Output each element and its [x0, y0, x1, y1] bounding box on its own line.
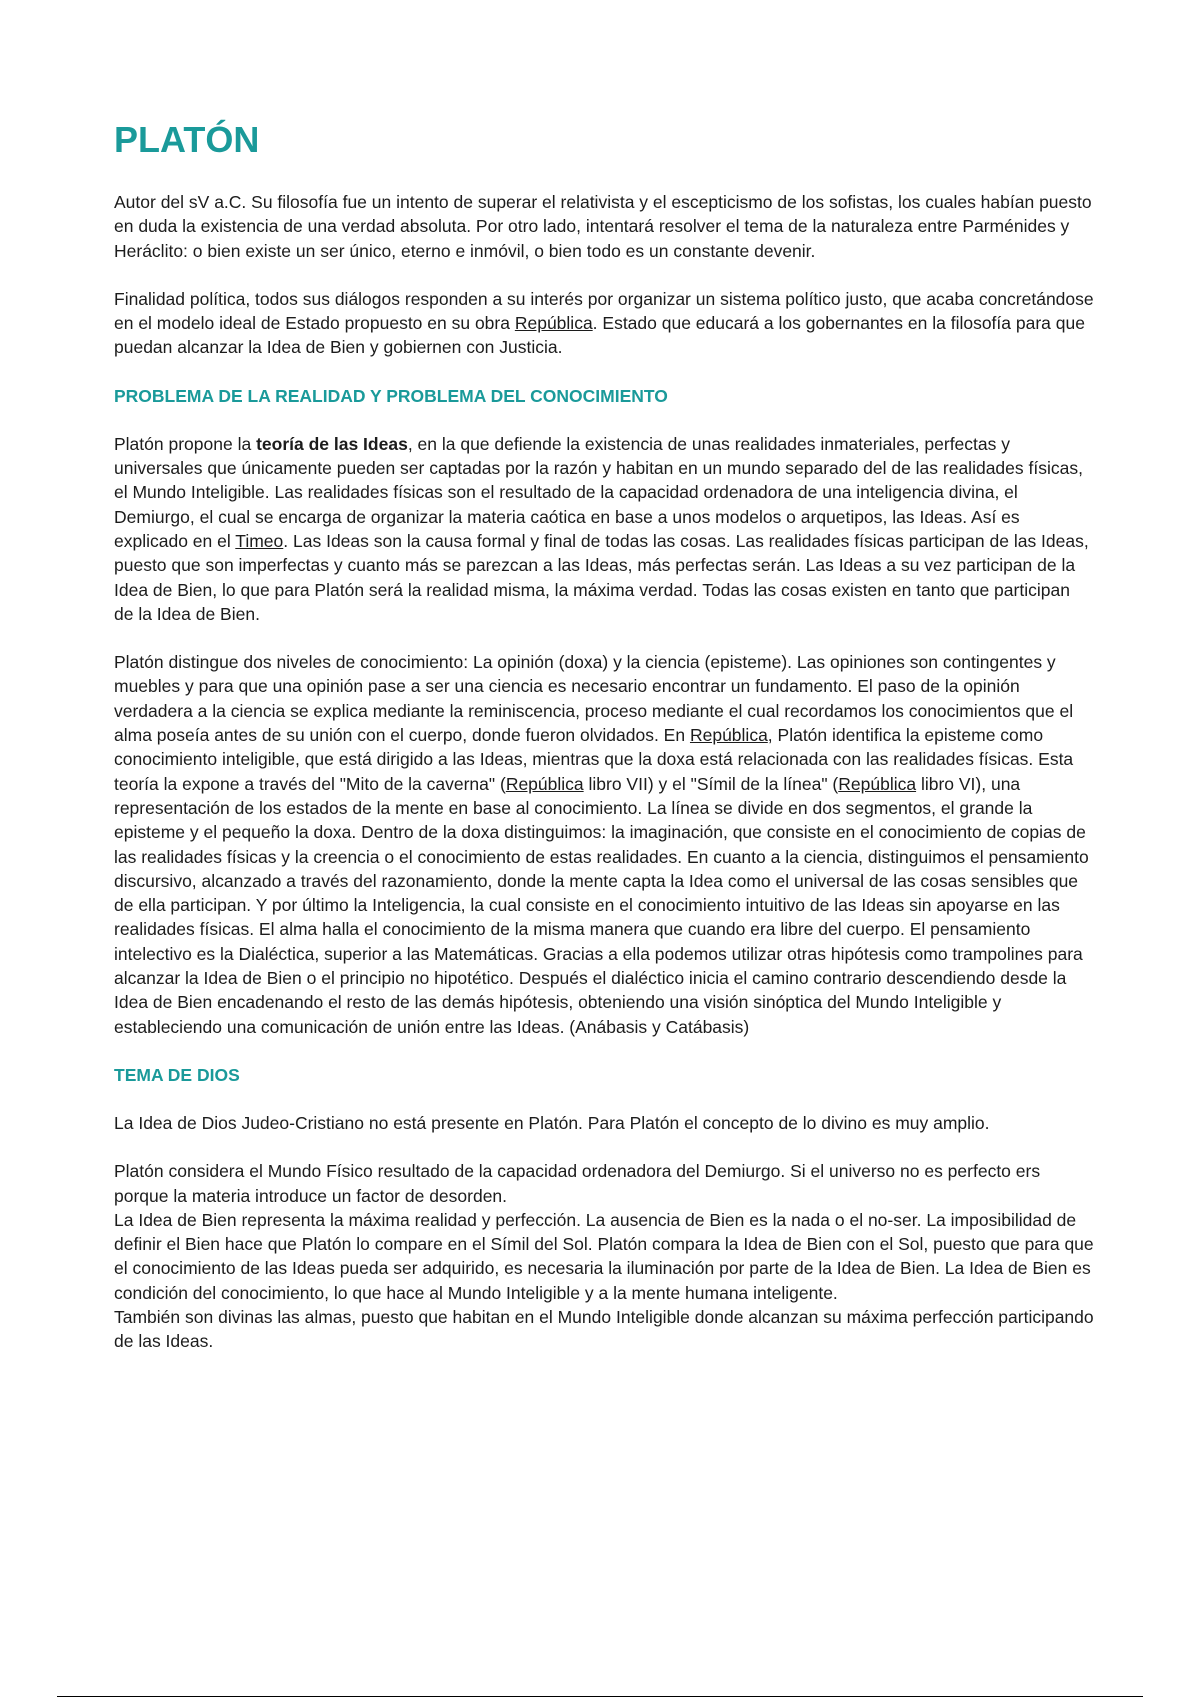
book-title-timeo: Timeo	[235, 530, 284, 551]
section2-paragraph-4: También son divinas las almas, puesto que habitan en el Mundo Inteligible donde alcanzan su máxima perfección participando de las Ideas.	[114, 1306, 1094, 1352]
text-run: Platón propone la	[114, 433, 257, 454]
text-run: . Estado que educará a los gobernantes en la filosofía para que puedan alcanzar la Idea de Bien y gobiernen con Justicia.	[114, 313, 1085, 358]
book-title-republica: República	[505, 773, 584, 794]
book-title-republica: República	[838, 773, 917, 794]
section-heading-realidad-conocimiento: PROBLEMA DE LA REALIDAD Y PROBLEMA DEL CONOCIMIENTO	[114, 385, 668, 406]
intro-paragraph-2	[114, 287, 1094, 360]
bold-term-teoria-ideas: teoría de las Ideas	[256, 433, 408, 454]
section-heading-tema-dios: TEMA DE DIOS	[114, 1064, 240, 1085]
text-run: . Las Ideas son la causa formal y final de todas las cosas. Las realidades físicas participan de las Ideas, puesto que son imperfectas y cuanto más se parezcan a las Ideas, más perfectas serán. Las Ideas a su vez participan de la Idea de Bien, lo que para Platón será la realidad misma, la máxima verdad. Todas las cosas existen en tanto que participan de la Idea de Bien.	[114, 530, 1089, 624]
text-run: libro VI), una representación de los estados de la mente en base al conocimiento. La línea se divide en dos segmentos, el grande la episteme y el pequeño la doxa. Dentro de la doxa distinguimos: la imaginación, que consiste en el conocimiento de copias de las realidades físicas y la creencia o el conocimiento de estas realidades. En cuanto a la ciencia, distinguimos el pensamiento discursivo, alcanzado a través del razonamiento, donde la mente capta la Idea como el universal de las cosas sensibles que de ella participan. Y por último la Inteligencia, la cual consiste en el conocimiento intuitivo de las Ideas sin apoyarse en las realidades físicas. El alma halla el conocimiento de la misma manera que cuando era libre del cuerpo. El pensamiento intelectivo es la Dialéctica, superior a las Matemáticas. Gracias a ella podemos utilizar otras hipótesis como trampolines para alcanzar la Idea de Bien o el principio no hipotético. Después el dialéctico inicia el camino contrario descendiendo desde la Idea de Bien encadenando el resto de las demás hipótesis, obteniendo una visión sinóptica del Mundo Inteligible y estableciendo una comunicación de unión entre las Ideas. (Anábasis y Catábasis)	[114, 773, 1089, 1037]
bottom-divider	[57, 1696, 1143, 1697]
section2-paragraph-2: Platón considera el Mundo Físico resultado de la capacidad ordenadora del Demiurgo. Si el universo no es perfecto ers porque la materia introduce un factor de desorden.	[114, 1161, 1041, 1206]
document-page	[114, 118, 1094, 1354]
book-title-republica: República	[689, 725, 768, 746]
text-run: libro VII) y el "Símil de la línea" (	[583, 773, 839, 794]
text-run: , Platón identifica la episteme como conocimiento inteligible, que está dirigido a las Ideas, mientras que la doxa está relacionada con las realidades físicas. Esta teoría la expone a través del "Mito de la caverna" (	[114, 725, 1074, 794]
section1-paragraph-2	[114, 650, 1094, 1039]
section2-paragraph-1: La Idea de Dios Judeo-Cristiano no está presente en Platón. Para Platón el concepto de lo divino es muy amplio.	[114, 1112, 990, 1133]
section2-paragraph-3: La Idea de Bien representa la máxima realidad y perfección. La ausencia de Bien es la nada o el no-ser. La imposibilidad de definir el Bien hace que Platón lo compare en el Símil del Sol. Platón compara la Idea de Bien con el Sol, puesto que para que el conocimiento de las Ideas pueda ser adquirido, es necesaria la iluminación por parte de la Idea de Bien. La Idea de Bien es condición del conocimiento, lo que hace al Mundo Inteligible y a la mente humana inteligente.	[114, 1209, 1094, 1303]
book-title-republica: República	[514, 313, 593, 334]
text-run: , en la que defiende la existencia de unas realidades inmateriales, perfectas y universales que únicamente pueden ser captadas por la razón y habitan en un mundo separado del de las realidades físicas, el Mundo Inteligible. Las realidades físicas son el resultado de la capacidad ordenadora de una inteligencia divina, el Demiurgo, el cual se encarga de organizar la materia caótica en base a unos modelos o arquetipos, las Ideas. Así es explicado en el	[114, 433, 1083, 551]
section1-paragraph-1	[114, 432, 1094, 626]
text-run: Finalidad política, todos sus diálogos responden a su interés por organizar un sistema político justo, que acaba concretándose en el modelo ideal de Estado propuesto en su obra	[114, 288, 1094, 334]
intro-paragraph-1: Autor del sV a.C. Su filosofía fue un intento de superar el relativista y el escepticismo de los sofistas, los cuales habían puesto en duda la existencia de una verdad absoluta. Por otro lado, intentará resolver el tema de la naturaleza entre Parménides y Heráclito: o bien existe un ser único, eterno e inmóvil, o bien todo es un constante devenir.	[114, 192, 1092, 261]
page-title: PLATÓN	[114, 119, 260, 160]
text-run: Platón distingue dos niveles de conocimiento: La opinión (doxa) y la ciencia (episteme). Las opiniones son contingentes y muebles y para que una opinión pase a ser una ciencia es necesario encontrar un fundamento. El paso de la opinión verdadera a la ciencia se explica mediante la reminiscencia, proceso mediante el cual recordamos los conocimientos que el alma poseía antes de su unión con el cuerpo, donde fueron olvidados. En	[114, 652, 1074, 746]
